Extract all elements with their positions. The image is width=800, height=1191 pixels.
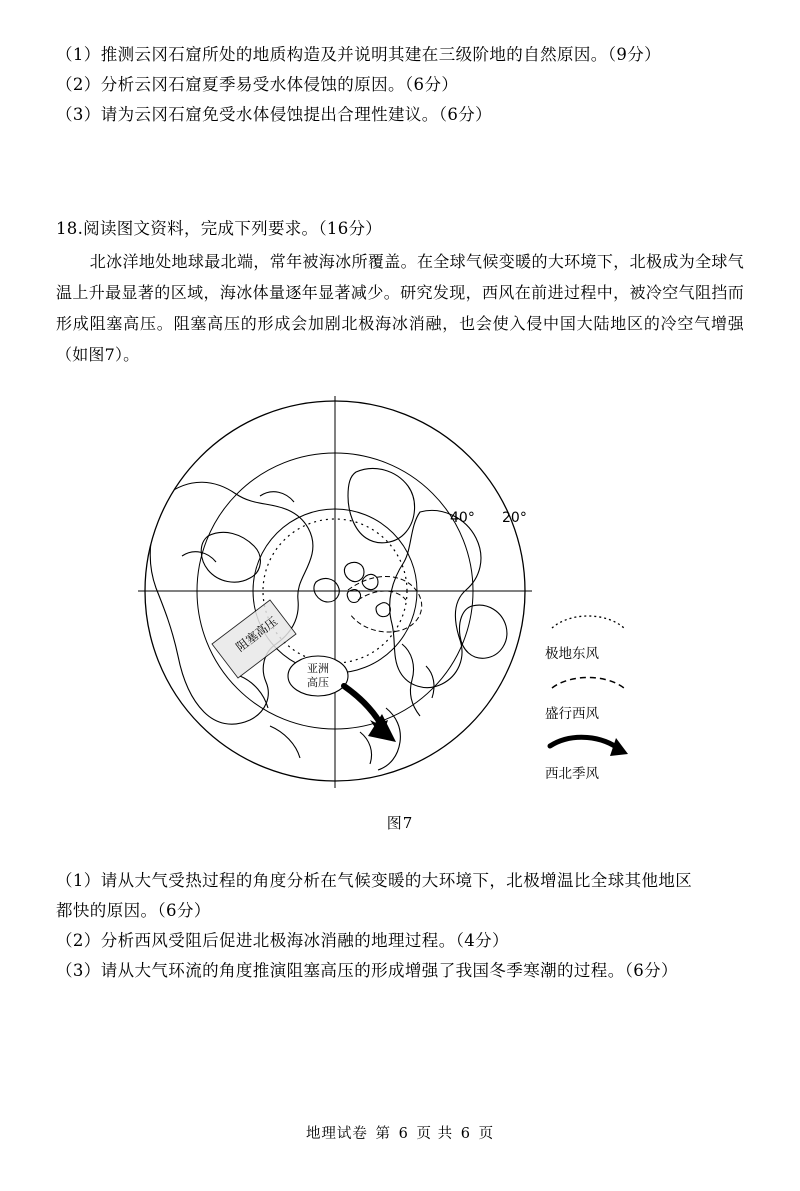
question-17-subitems (56, 40, 744, 130)
figure-bottom-spacer (56, 846, 744, 864)
section-spacer (56, 130, 744, 214)
footer-page-word: 第 (375, 1126, 392, 1142)
footer-of-word: 页 共 (416, 1126, 454, 1142)
label-high-pressure: 高压 (307, 676, 329, 689)
legend-dashed-arc-icon (552, 678, 624, 689)
question-18-item-1-line-1: （1）请从大气受热过程的角度分析在气候变暖的大环境下，北极增温比全球其他地区 (56, 871, 693, 890)
question-17-item-1: （1）推测云冈石窟所处的地质构造及并说明其建在三级阶地的自然原因。（9分） (56, 45, 662, 64)
figure-7 (56, 376, 744, 846)
legend-solid-arrow-icon (550, 737, 620, 750)
legend-label-prevailing-westerly: 盛行西风 (545, 706, 599, 722)
question-18-paragraph-text: 北冰洋地处地球最北端，常年被海冰所覆盖。在全球气候变暖的大环境下，北极成为全球气温上升最显著的区域，海冰体量逐年显著减少。研究发现，西风在前进过程中，被冷空气阻挡而形成阻塞高压。阻塞高压的形成会加剧北极海冰消融，也会使入侵中国大陆地区的冷空气增强（如图7）。 (56, 252, 744, 364)
legend-dotted-arc-icon (552, 616, 624, 628)
northwest-monsoon-arrow (342, 684, 396, 742)
figure-caption: 图7 (386, 814, 414, 832)
page-footer (0, 1122, 800, 1143)
blocking-high-band (212, 600, 296, 678)
footer-total-pages: 6 (460, 1126, 471, 1142)
footer-subject: 地理试卷 (305, 1126, 368, 1142)
footer-unit: 页 (478, 1126, 495, 1142)
question-18-subitems (56, 866, 744, 986)
label-blocking-high: 阻塞高压 (233, 614, 281, 655)
label-latitude-40: 40° (450, 510, 475, 526)
question-17-item-3: （3）请为云冈石窟免受水体侵蚀提出合理性建议。（6分） (56, 105, 493, 124)
label-latitude-20: 20° (502, 510, 527, 526)
question-17-item-2: （2）分析云冈石窟夏季易受水体侵蚀的原因。（6分） (56, 75, 459, 94)
asia-high-pressure (288, 656, 348, 696)
footer-page-number: 6 (398, 1126, 409, 1142)
question-18-item-2: （2）分析西风受阻后促进北极海冰消融的地理过程。（4分） (56, 931, 509, 950)
figure-legend (545, 616, 628, 782)
legend-label-polar-easterly: 极地东风 (545, 646, 599, 662)
label-asia: 亚洲 (307, 662, 329, 675)
question-18-item-3: （3）请从大气环流的角度推演阻塞高压的形成增强了我国冬季寒潮的过程。（6分） (56, 961, 678, 980)
question-18-item-1-line-2: 都快的原因。（6分） (56, 901, 211, 920)
question-18-title: 18.阅读图文资料，完成下列要求。（16分） (56, 219, 383, 238)
legend-label-northwest-monsoon: 西北季风 (545, 766, 599, 782)
arctic-map-svg (120, 376, 680, 816)
question-18-paragraph (56, 246, 744, 370)
